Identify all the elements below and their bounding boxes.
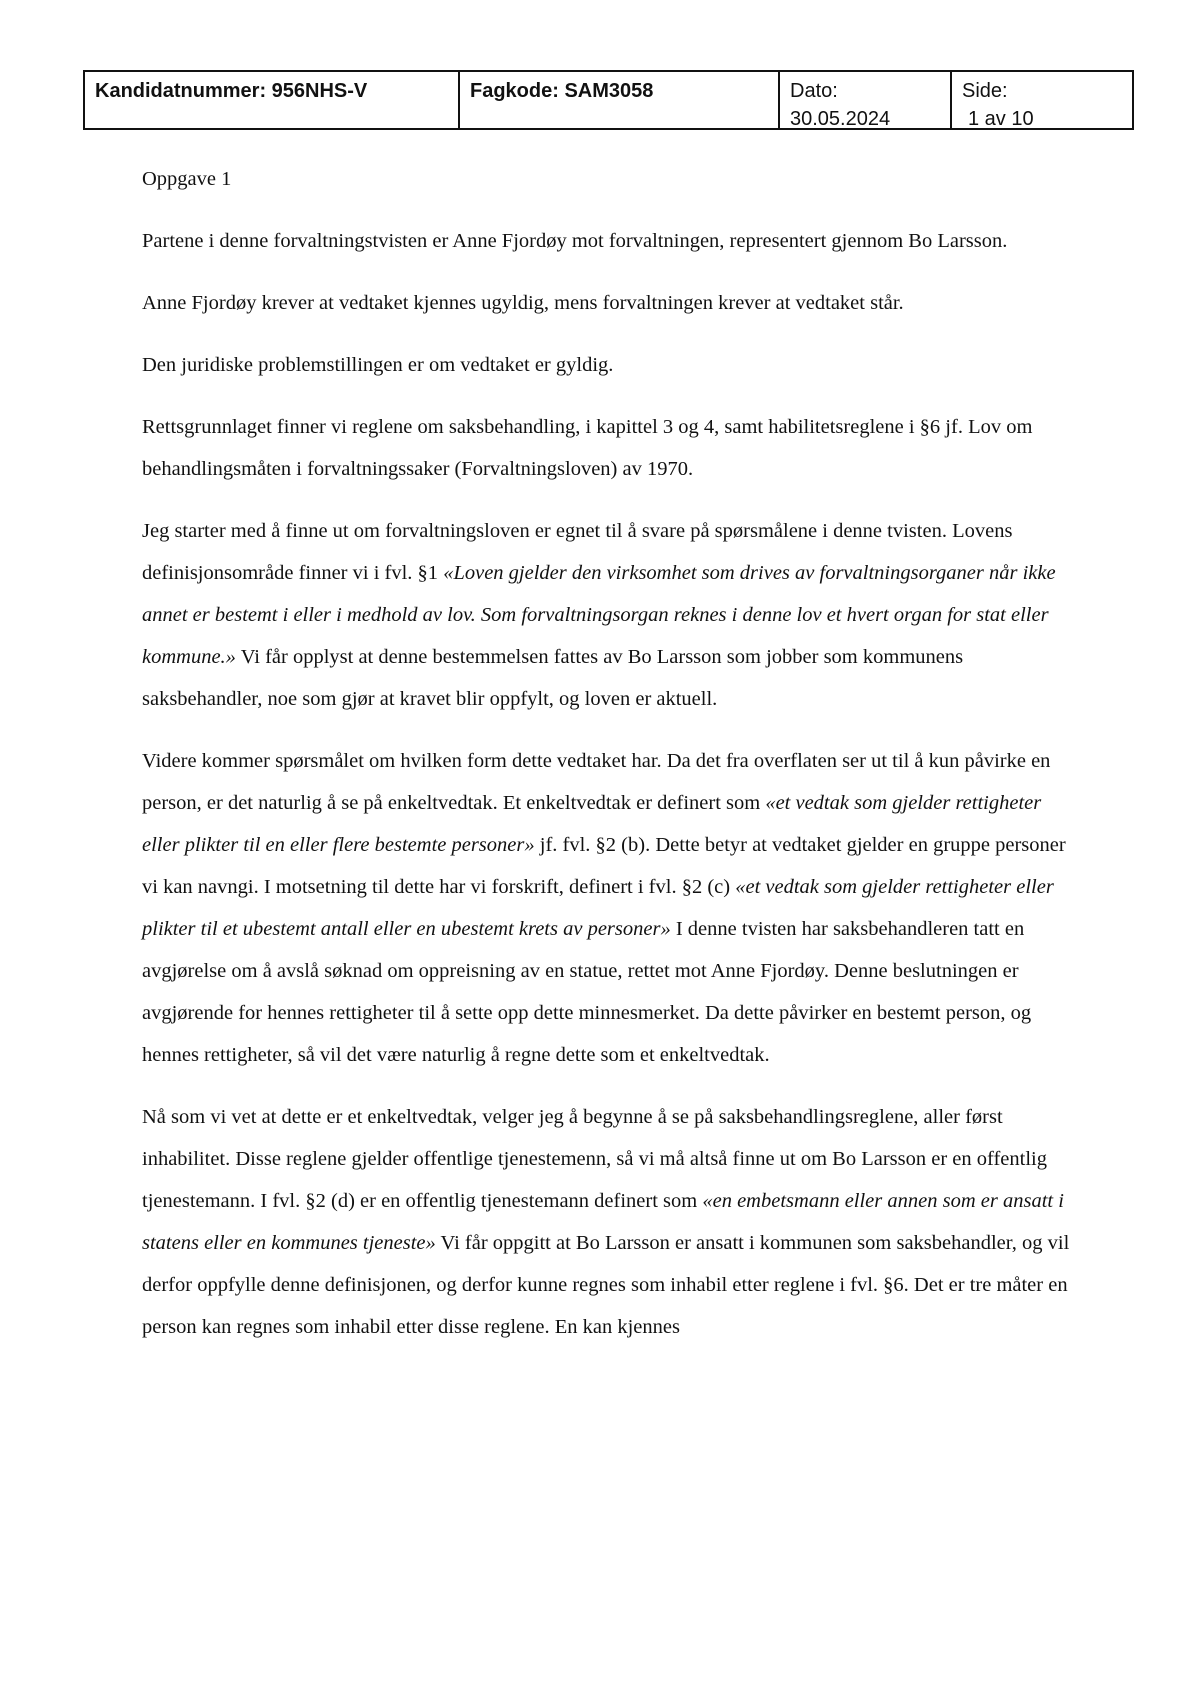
page-cell [952, 72, 1132, 128]
date-cell [780, 72, 952, 128]
candidate-number: Kandidatnummer: 956NHS-V [85, 72, 460, 128]
paragraph-claims: Anne Fjordøy krever at vedtaket kjennes ugyldig, mens forvaltningen krever at vedtaket står. [142, 292, 904, 314]
page-value: 1 av 10 [968, 108, 1034, 130]
text-run: Videre kommer spørsmålet om hvilken form dette vedtaket har. Da det fra overflaten ser ut til å kun påvirke en person, er det naturlig å se på enkeltvedtak. Et enkeltvedtak er definert som [142, 750, 1051, 814]
paragraph-legal-basis: Rettsgrunnlaget finner vi reglene om saksbehandling, i kapittel 3 og 4, samt habilitetsreglene i §6 jf. Lov om behandlingsmåten i forvaltningssaker (Forvaltningsloven) av 1970. [142, 416, 1033, 480]
text-run: jf. fvl. §2 (b). Dette betyr at vedtaket gjelder en gruppe personer vi kan navngi. I motsetning til dette har vi forskrift, definert i fvl. §2 (c) [142, 834, 1066, 898]
paragraph-impartiality [142, 1096, 1082, 1348]
text-run: Vi får oppgitt at Bo Larsson er ansatt i kommunen som saksbehandler, og vil derfor oppfylle denne definisjonen, og derfor kunne regnes som inhabil etter reglene i fvl. §6. Det er tre måter en person kan regnes som inhabil etter disse reglene. En kan kjennes [142, 1232, 1070, 1338]
page-label: Side: [962, 80, 1008, 102]
paragraph-parties: Partene i denne forvaltningstvisten er Anne Fjordøy mot forvaltningen, representert gjennom Bo Larsson. [142, 230, 1008, 252]
subject-code: Fagkode: SAM3058 [460, 72, 780, 128]
document-header [83, 70, 1134, 130]
paragraph-legal-issue: Den juridiske problemstillingen er om vedtaket er gyldig. [142, 354, 614, 376]
date-value: 30.05.2024 [790, 108, 891, 130]
section-heading: Oppgave 1 [142, 168, 232, 190]
date-label: Dato: [790, 80, 838, 102]
text-run: Jeg starter med å finne ut om forvaltningsloven er egnet til å svare på spørsmålene i denne tvisten. Lovens definisjonsområde finner vi i fvl. §1 [142, 520, 1013, 584]
text-run: Vi får opplyst at denne bestemmelsen fattes av Bo Larsson som jobber som kommunens saksbehandler, noe som gjør at kravet blir oppfylt, og loven er aktuell. [142, 646, 964, 710]
paragraph-decision-form [142, 740, 1082, 1076]
paragraph-scope [142, 510, 1082, 720]
document-body [142, 158, 1082, 1368]
text-run: Nå som vi vet at dette er et enkeltvedtak, velger jeg å begynne å se på saksbehandlingsreglene, aller først inhabilitet. Disse reglene gjelder offentlige tjenestemenn, så vi må altså finne ut om Bo Larsson er en offentlig tjenestemann. I fvl. §2 (d) er en offentlig tjenestemann definert som [142, 1106, 1047, 1212]
law-quote: «et vedtak som gjelder rettigheter eller plikter til en eller flere bestemte personer» [142, 792, 1042, 856]
law-quote: «en embetsmann eller annen som er ansatt i statens eller en kommunes tjeneste» [142, 1190, 1064, 1254]
law-quote: «Loven gjelder den virksomhet som drives av forvaltningsorganer når ikke annet er bestemt i eller i medhold av lov. Som forvaltningsorgan reknes i denne lov et hvert organ for stat eller kommune.» [142, 562, 1056, 668]
text-run: I denne tvisten har saksbehandleren tatt en avgjørelse om å avslå søknad om oppreisning av en statue, rettet mot Anne Fjordøy. Denne beslutningen er avgjørende for hennes rettigheter til å sette opp dette minnesmerket. Da dette påvirker en bestemt person, og hennes rettigheter, så vil det være naturlig å regne dette som et enkeltvedtak. [142, 918, 1032, 1066]
law-quote: «et vedtak som gjelder rettigheter eller plikter til et ubestemt antall eller en ubestemt krets av personer» [142, 876, 1054, 940]
